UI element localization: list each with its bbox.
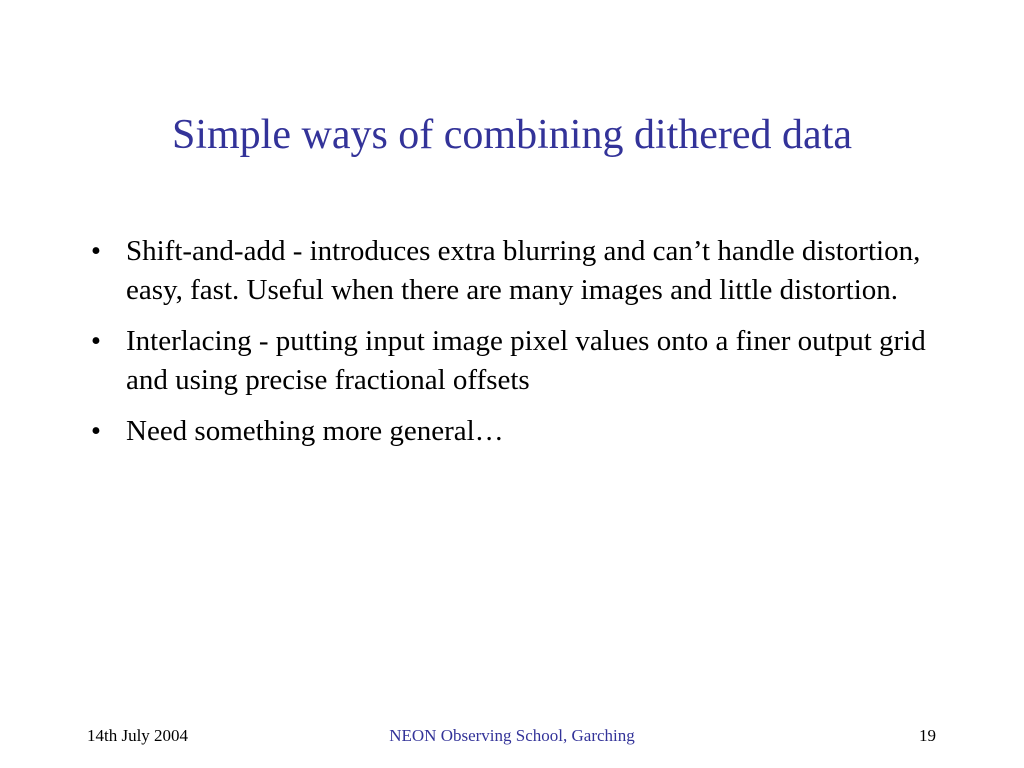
bullet-item-need-general bbox=[86, 412, 936, 451]
bullet-text: Shift-and-add - introduces extra blurring and can’t handle distortion, easy, fast. Useful when there are many images and little distortion. bbox=[126, 235, 921, 306]
bullet-item-shift-and-add bbox=[86, 232, 936, 310]
bullet-marker: • bbox=[90, 415, 102, 447]
bullet-marker: • bbox=[90, 325, 102, 357]
bullet-marker: • bbox=[90, 235, 102, 267]
footer-date: 14th July 2004 bbox=[87, 726, 189, 745]
slide-title: Simple ways of combining dithered data bbox=[171, 112, 853, 158]
bullet-item-interlacing bbox=[86, 322, 936, 400]
footer-event-name: NEON Observing School, Garching bbox=[389, 726, 635, 745]
bullet-list bbox=[86, 232, 936, 463]
bullet-text: Interlacing - putting input image pixel values onto a finer output grid and using precise fractional offsets bbox=[126, 325, 926, 396]
slide-page-number: 19 bbox=[919, 726, 936, 745]
bullet-text: Need something more general… bbox=[126, 415, 504, 447]
